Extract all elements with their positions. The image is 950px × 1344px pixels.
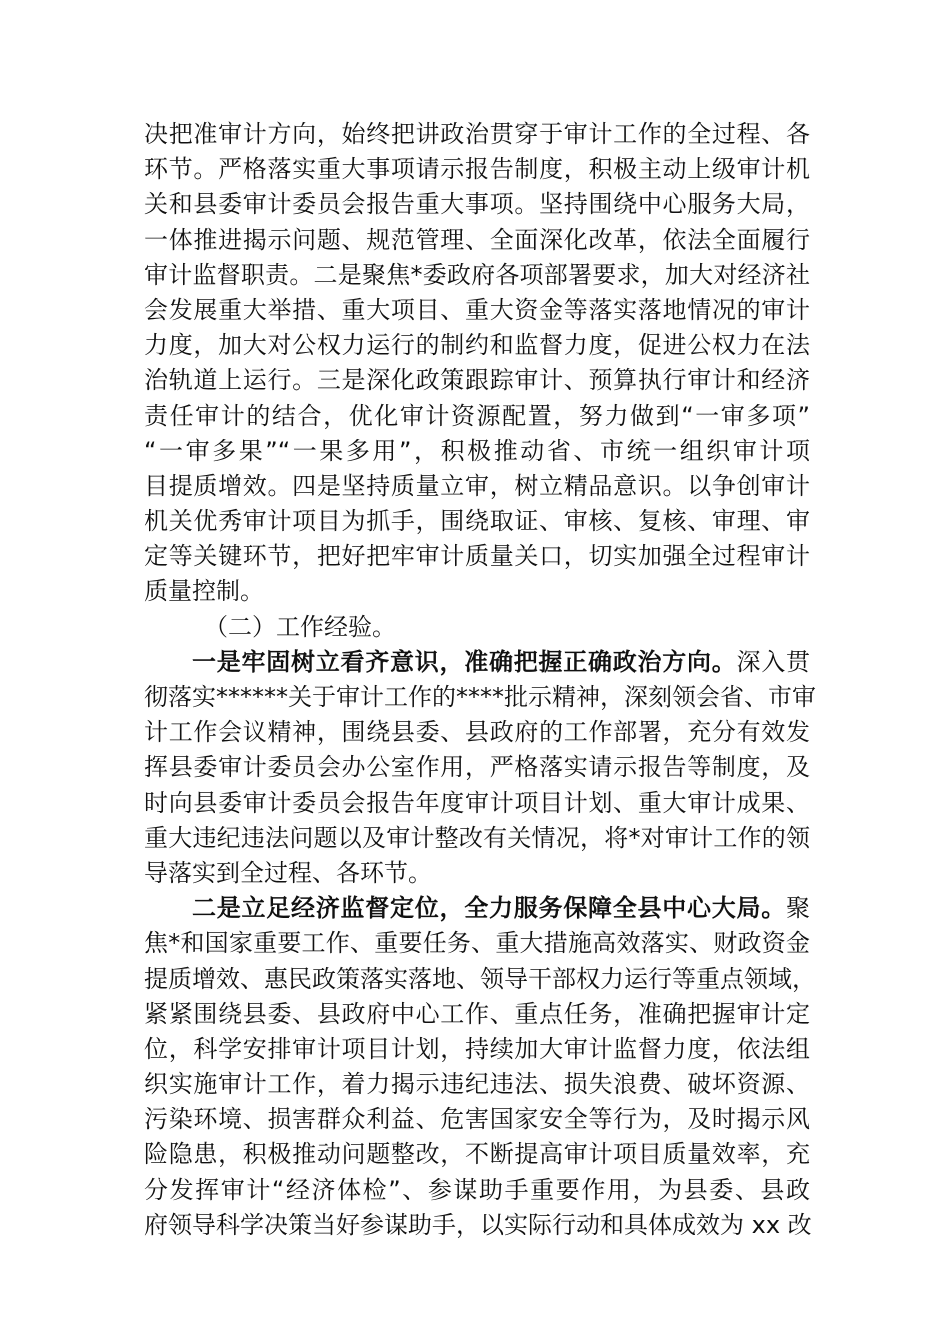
document-page bbox=[144, 117, 816, 1243]
paragraph-lead-bold: 一是牢固树立看齐意识，准确把握正确政治方向。 bbox=[192, 647, 737, 676]
text-line: 提质增效、惠民政策落实落地、领导干部权力运行等重点领域， bbox=[144, 964, 816, 993]
paragraph-lead-rest: 聚 bbox=[786, 894, 810, 923]
paragraph-lead-rest: 深入贯 bbox=[736, 647, 810, 676]
text-line: 决把准审计方向，始终把讲政治贯穿于审计工作的全过程、各 bbox=[144, 120, 810, 148]
text-line: 治轨道上运行。三是深化政策跟踪审计、预算执行审计和经济 bbox=[144, 366, 810, 395]
text-line: 环节。严格落实重大事项请示报告制度，积极主动上级审计机 bbox=[144, 155, 810, 184]
text-line: 导落实到全过程、各环节。 bbox=[144, 858, 432, 887]
paragraph-lead-bold: 二是立足经济监督定位，全力服务保障全县中心大局。 bbox=[192, 894, 786, 923]
text-line: 会发展重大举措、重大项目、重大资金等落实落地情况的审计 bbox=[144, 295, 810, 324]
text-line: “一审多果”“一果多用”，积极推动省、市统一组织审计项 bbox=[144, 436, 810, 465]
paragraph-1 bbox=[144, 117, 810, 610]
text-line: 审计监督职责。二是聚焦*委政府各项部署要求，加大对经济社 bbox=[144, 260, 810, 289]
text-line: 织实施审计工作，着力揭示违纪违法、损失浪费、破坏资源、 bbox=[144, 1070, 810, 1099]
text-line: 重大违纪违法问题以及审计整改有关情况，将*对审计工作的领 bbox=[144, 823, 810, 852]
text-line: 焦*和国家重要工作、重要任务、重大措施高效落实、财政资金 bbox=[144, 929, 810, 958]
paragraph-3 bbox=[144, 891, 816, 1243]
text-line: 关和县委审计委员会报告重大事项。坚持围绕中心服务大局， bbox=[144, 190, 810, 219]
text-line: 力度，加大对公权力运行的制约和监督力度，促进公权力在法 bbox=[144, 331, 810, 360]
text-line: 责任审计的结合，优化审计资源配置，努力做到“一审多项” bbox=[144, 401, 810, 430]
paragraph-first-line bbox=[144, 645, 810, 680]
text-line: 定等关键环节，把好把牢审计质量关口，切实加强全过程审计 bbox=[144, 542, 810, 571]
text-line: 紧紧围绕县委、县政府中心工作、重点任务，准确把握审计定 bbox=[144, 999, 810, 1028]
text-line: 府领导科学决策当好参谋助手，以实际行动和具体成效为 xx 改 bbox=[144, 1210, 812, 1239]
text-line: 分发挥审计“经济体检”、参谋助手重要作用，为县委、县政 bbox=[144, 1175, 810, 1204]
text-line: 险隐患，积极推动问题整改，不断提高审计项目质量效率，充 bbox=[144, 1140, 810, 1169]
text-line: 挥县委审计委员会办公室作用，严格落实请示报告等制度，及 bbox=[144, 753, 810, 782]
text-line: 污染环境、损害群众利益、危害国家安全等行为，及时揭示风 bbox=[144, 1105, 810, 1134]
section-heading: （二）工作经验。 bbox=[204, 612, 396, 641]
text-line: 计工作会议精神，围绕县委、县政府的工作部署，充分有效发 bbox=[144, 718, 810, 747]
text-line: 机关优秀审计项目为抓手，围绕取证、审核、复核、审理、审 bbox=[144, 507, 810, 536]
text-line: 目提质增效。四是坚持质量立审，树立精品意识。以争创审计 bbox=[144, 471, 810, 500]
text-line: 彻落实******关于审计工作的****批示精神，深刻领会省、市审 bbox=[144, 683, 816, 711]
text-line: 一体推进揭示问题、规范管理、全面深化改革，依法全面履行 bbox=[144, 225, 810, 254]
text-line: 时向县委审计委员会报告年度审计项目计划、重大审计成果、 bbox=[144, 788, 810, 817]
paragraph-first-line bbox=[144, 891, 810, 926]
paragraph-2 bbox=[144, 645, 816, 891]
text-line: 位，科学安排审计项目计划，持续加大审计监督力度，依法组 bbox=[144, 1034, 810, 1063]
text-line: 质量控制。 bbox=[144, 577, 264, 606]
